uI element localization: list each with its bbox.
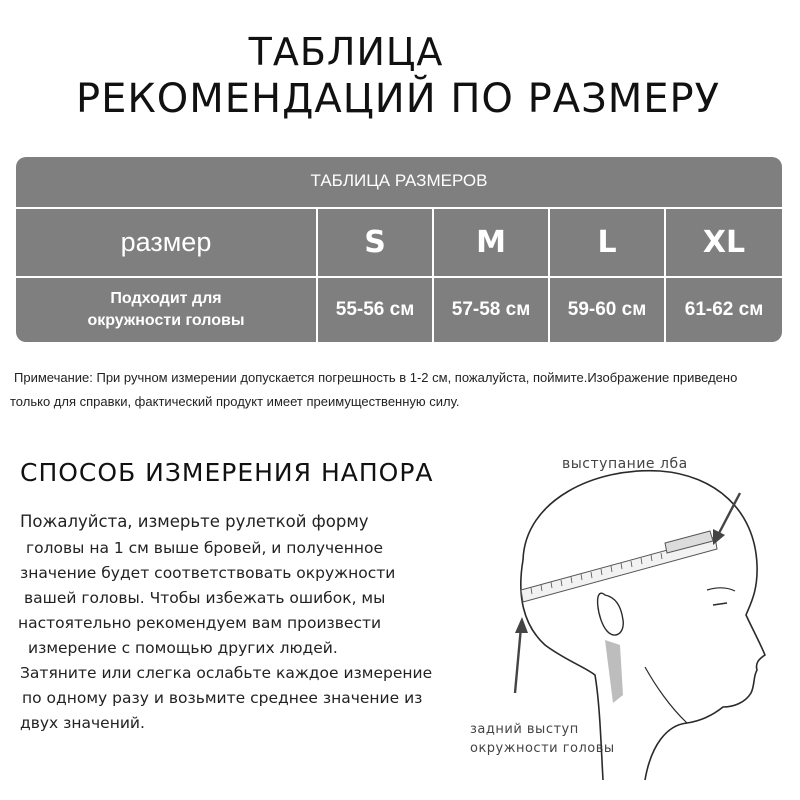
page-title-line2: РЕКОМЕНДАЦИЙ ПО РАЗМЕРУ — [75, 76, 721, 122]
instruction-line: значение будет соответствовать окружности — [20, 564, 396, 582]
note — [10, 366, 795, 414]
note-line1: Примечание: При ручном измерении допускается погрешность в 1-2 см, пожалуйста, поймите.Изображение приведено — [14, 370, 738, 385]
instruction-line: двух значений. — [20, 714, 145, 732]
ear-icon — [598, 593, 624, 635]
size-l: L — [597, 225, 617, 260]
row-label-size: размер — [120, 227, 212, 257]
forehead-arrow-icon — [713, 493, 740, 545]
size-m: M — [476, 225, 506, 260]
size-xl: XL — [702, 225, 746, 260]
range-m: 57-58 см — [451, 299, 531, 320]
tape-measure-icon — [521, 531, 717, 602]
brow-line — [707, 588, 735, 591]
back-arrow-icon — [515, 617, 528, 693]
measure-title: СПОСОБ ИЗМЕРЕНИЯ НАПОРА — [20, 458, 434, 487]
size-table-header: ТАБЛИЦА РАЗМЕРОВ — [310, 171, 488, 190]
row-label-fit-line1: Подходит для — [110, 290, 222, 307]
page-title-line1: ТАБЛИЦА — [248, 30, 444, 74]
instruction-line: настоятельно рекомендуем вам произвести — [18, 614, 382, 632]
eye-icon — [713, 603, 727, 605]
back-label-line2: окружности головы — [470, 741, 615, 756]
neck-shadow — [605, 640, 623, 703]
size-s: S — [364, 225, 386, 260]
size-table — [16, 157, 782, 342]
instruction-line: Затяните или слегка ослабьте каждое измерение — [20, 664, 433, 682]
range-xl: 61-62 см — [684, 299, 764, 320]
instruction-line: головы на 1 см выше бровей, и полученное — [26, 539, 383, 557]
row-label-fit — [16, 278, 316, 342]
head-measurement-illustration — [455, 445, 800, 785]
forehead-label: выступание лба — [562, 456, 688, 472]
range-s: 55-56 см — [335, 299, 415, 320]
instruction-line: измерение с помощью других людей. — [28, 639, 338, 657]
range-l: 59-60 см — [567, 299, 647, 320]
row-label-fit-line2: окружности головы — [87, 312, 245, 329]
instruction-line: Пожалуйста, измерьте рулеткой форму — [20, 512, 369, 531]
note-line2: только для справки, фактический продукт имеет преимущественную силу. — [10, 394, 460, 409]
instruction-line: вашей головы. Чтобы избежать ошибок, мы — [24, 589, 386, 607]
jaw-line — [645, 667, 687, 723]
back-label-line1: задний выступ — [470, 722, 579, 737]
instruction-line: по одному разу и возьмите среднее значение из — [22, 689, 423, 707]
